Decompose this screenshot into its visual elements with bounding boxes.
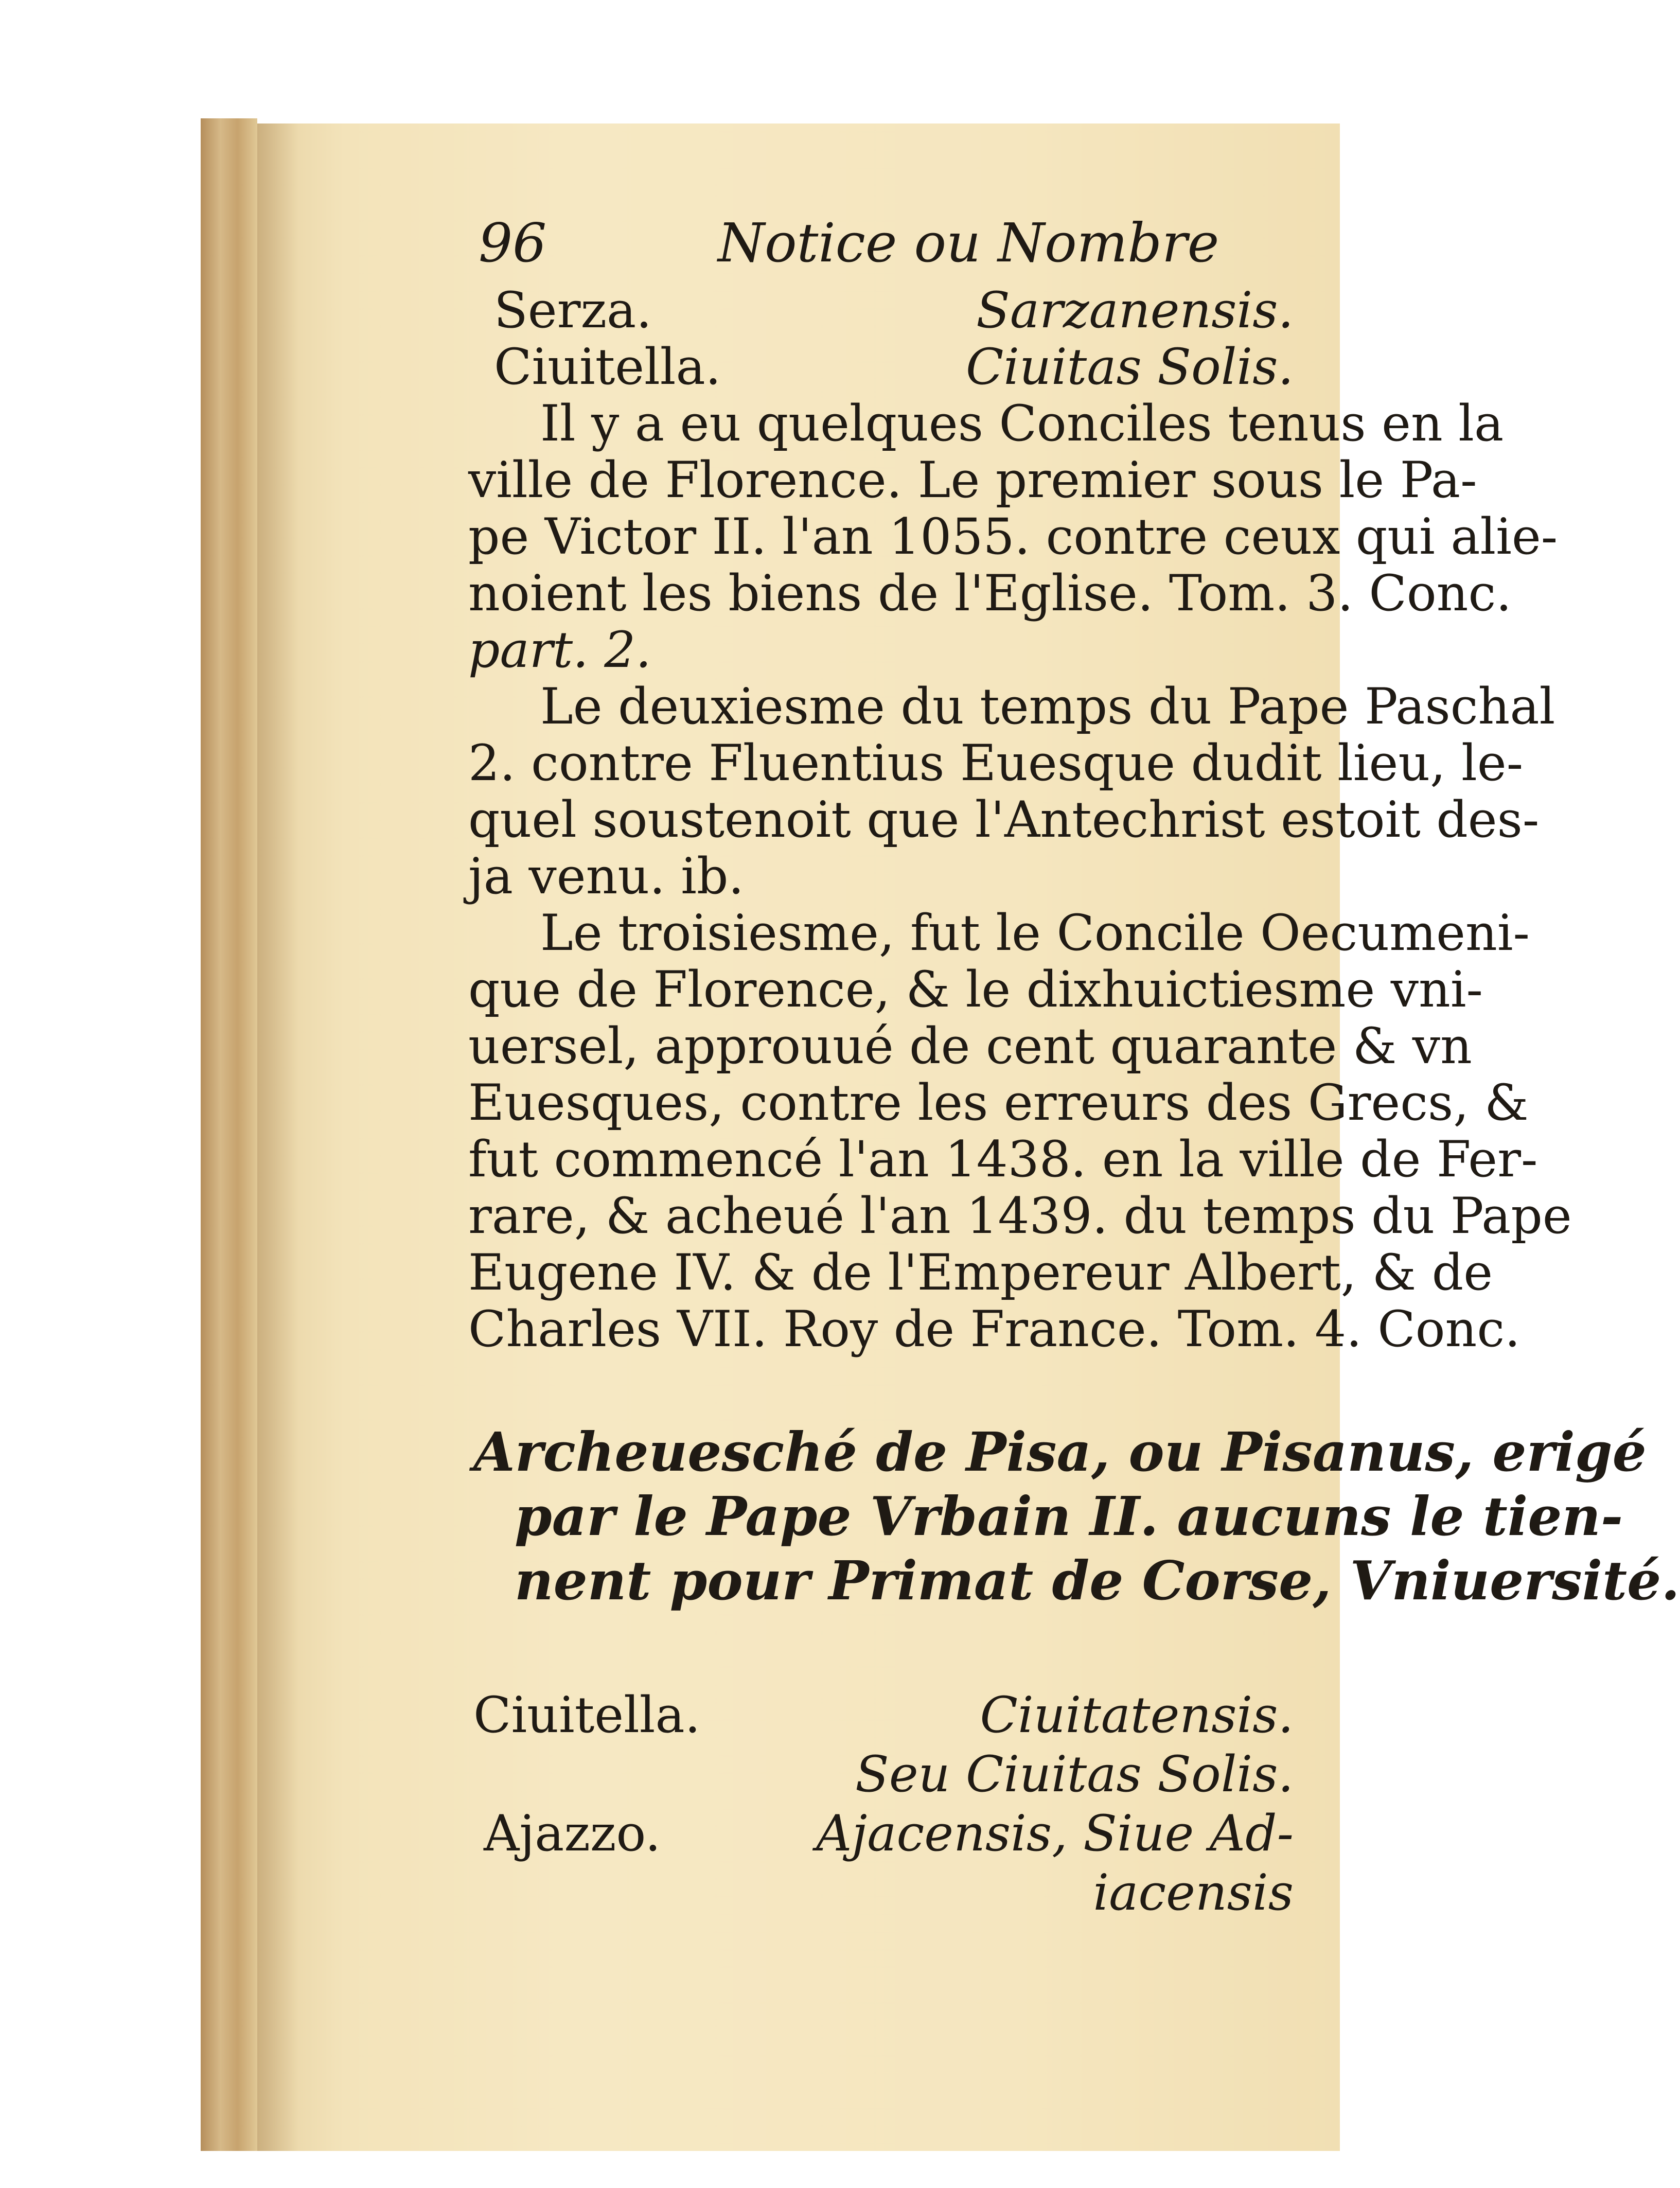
place-latin-iacensis: iacensis	[1093, 1864, 1294, 1921]
place-name-serza: Serza.	[494, 281, 652, 339]
place-latin-sarzanensis: Sarzanensis.	[976, 281, 1294, 339]
paragraph-2-line: Le deuxiesme du temps du Pape Paschal	[540, 678, 1555, 735]
paragraph-2-line: 2. contre Fluentius Euesque dudit lieu, le-	[468, 734, 1524, 792]
place-name-ciuitella-2: Ciuitella.	[473, 1686, 701, 1744]
paragraph-1-line: pe Victor II. l'an 1055. contre ceux qui alie-	[468, 508, 1558, 566]
running-title: Notice ou Nombre	[718, 211, 1219, 274]
section-heading-line: par le Pape Vrbain II. aucuns le tien-	[515, 1485, 1623, 1548]
paragraph-2-line: ja venu. ib.	[468, 848, 744, 905]
book-spine-edge	[201, 118, 257, 2151]
section-heading-line: Archeuesché de Pisa, ou Pisanus, erigé	[473, 1420, 1647, 1484]
page-number: 96	[479, 211, 547, 274]
paragraph-3-line: fut commencé l'an 1438. en la ville de Fer-	[468, 1131, 1538, 1188]
gutter-shadow	[257, 123, 298, 2151]
place-latin-seu-ciuitas-solis: Seu Ciuitas Solis.	[855, 1745, 1294, 1803]
place-name-ciuitella: Ciuitella.	[494, 338, 721, 396]
paragraph-1-line: Il y a eu quelques Conciles tenus en la	[540, 395, 1504, 452]
paragraph-3-line: Charles VII. Roy de France. Tom. 4. Conc.	[468, 1300, 1520, 1358]
paragraph-3-line: Euesques, contre les erreurs des Grecs, &	[468, 1074, 1529, 1132]
paragraph-1-line: part. 2.	[468, 621, 651, 679]
section-heading-line: nent pour Primat de Corse, Vniuersité.	[515, 1549, 1680, 1612]
paragraph-1-line: ville de Florence. Le premier sous le Pa-	[468, 451, 1477, 509]
place-latin-ajacensis: Ajacensis, Siue Ad-	[816, 1805, 1294, 1862]
paragraph-3-line: uersel, approuué de cent quarante & vn	[468, 1017, 1472, 1075]
paragraph-3-line: que de Florence, & le dixhuictiesme vni-	[468, 961, 1483, 1018]
place-latin-ciuitatensis: Ciuitatensis.	[980, 1686, 1294, 1744]
paragraph-3-line: rare, & acheué l'an 1439. du temps du Pape	[468, 1187, 1572, 1245]
place-name-ajazzo: Ajazzo.	[484, 1805, 661, 1862]
place-latin-ciuitas-solis: Ciuitas Solis.	[965, 338, 1294, 396]
paragraph-2-line: quel soustenoit que l'Antechrist estoit des-	[468, 791, 1540, 849]
paragraph-3-line: Le troisiesme, fut le Concile Oecumeni-	[540, 904, 1530, 962]
paragraph-3-line: Eugene IV. & de l'Empereur Albert, & de	[468, 1244, 1493, 1301]
paragraph-1-line: noient les biens de l'Eglise. Tom. 3. Conc.	[468, 564, 1512, 622]
